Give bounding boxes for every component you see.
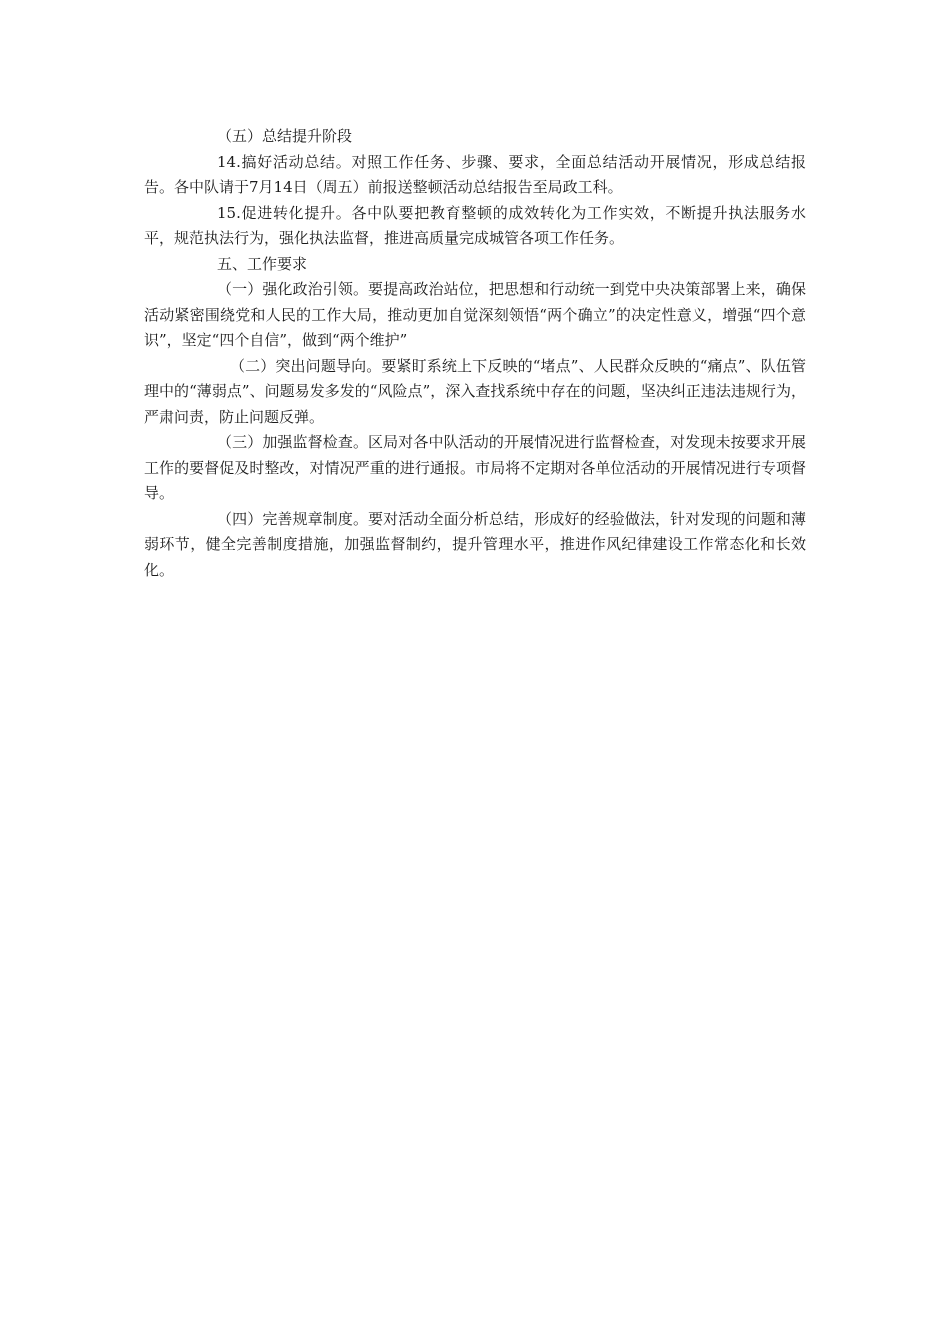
paragraph-requirement-3: （三）加强监督检查。区局对各中队活动的开展情况进行监督检查，对发现未按要求开展工作的要督促及时整改，对情况严重的进行通报。市局将不定期对各单位活动的开展情况进行专项督导。: [144, 433, 806, 502]
paragraph-requirement-4: （四）完善规章制度。要对活动全面分析总结，形成好的经验做法，针对发现的问题和薄弱环节，健全完善制度措施，加强监督制约，提升管理水平，推进作风纪律建设工作常态化和长效化。: [144, 509, 806, 579]
document-body: [144, 124, 806, 583]
paragraph-requirement-2: （二）突出问题导向。要紧盯系统上下反映的“堵点”、人民群众反映的“痛点”、队伍管理中的“薄弱点”、问题易发多发的“风险点”，深入查找系统中存在的问题，坚决纠正违法违规行为，严肃问责，防止问题反弹。: [144, 356, 806, 426]
section-heading-work-requirements: 五、工作要求: [217, 254, 308, 273]
paragraph-item-14: 14.搞好活动总结。对照工作任务、步骤、要求，全面总结活动开展情况，形成总结报告。各中队请于7月14日（周五）前报送整顿活动总结报告至局政工科。: [144, 152, 806, 196]
paragraph-requirement-1: （一）强化政治引领。要提高政治站位，把思想和行动统一到党中央决策部署上来，确保活动紧密围绕党和人民的工作大局，推动更加自觉深刻领悟“两个确立”的决定性意义，增强“四个意识”，坚定“四个自信”，做到“两个维护”: [144, 280, 806, 349]
section-heading-summary-phase: （五）总结提升阶段: [217, 127, 353, 145]
paragraph-item-15: 15.促进转化提升。各中队要把教育整顿的成效转化为工作实效，不断提升执法服务水平，规范执法行为，强化执法监督，推进高质量完成城管各项工作任务。: [144, 203, 806, 247]
